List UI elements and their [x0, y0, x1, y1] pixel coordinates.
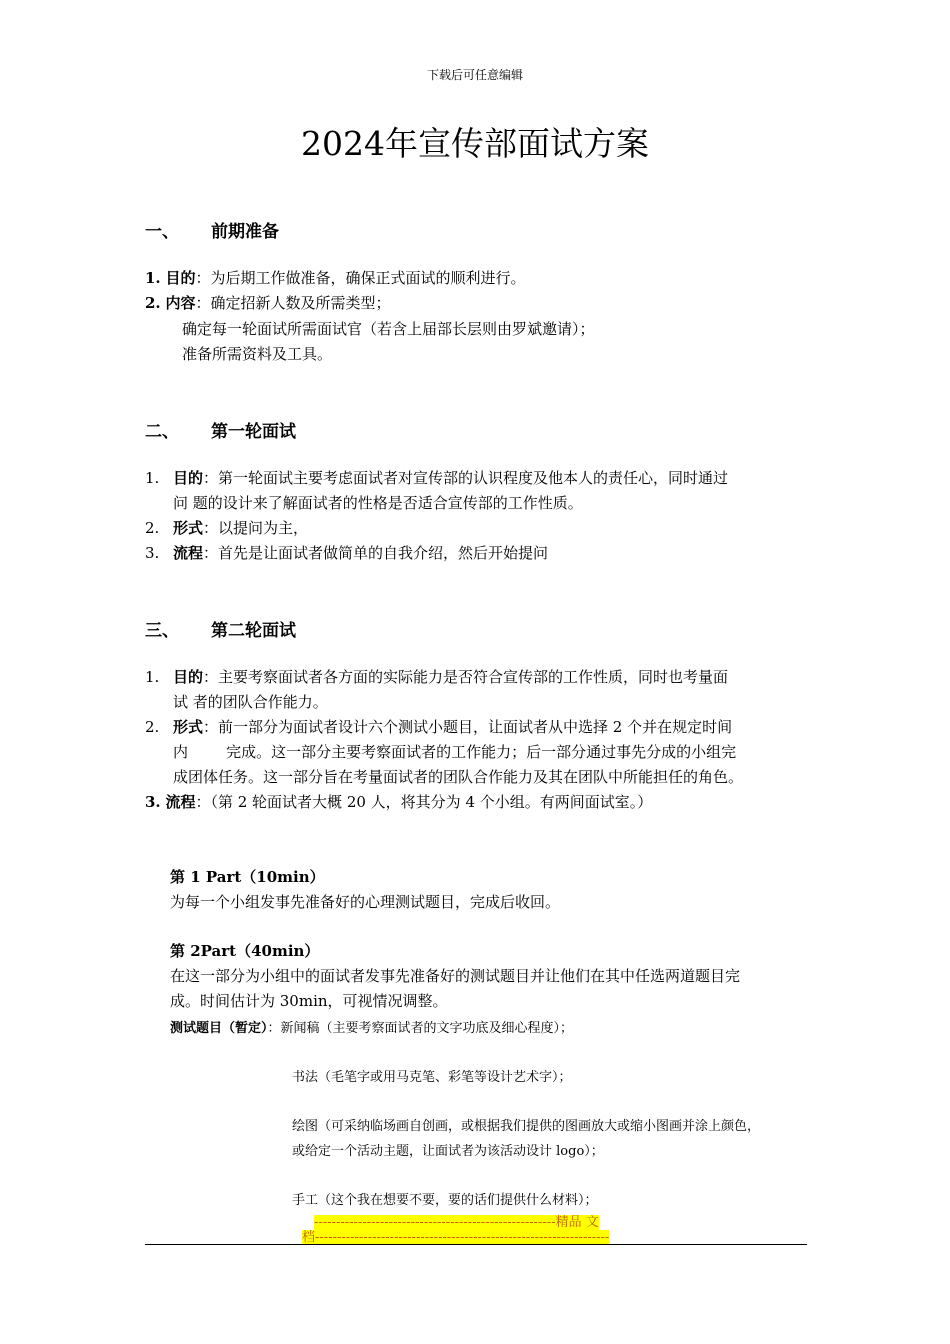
test-topics-line — [170, 1017, 573, 1036]
footer-watermark-line-2 — [302, 1226, 609, 1245]
item-label: 内容 — [165, 294, 196, 312]
section-title: 第二轮面试 — [211, 621, 296, 641]
part-2-heading — [170, 940, 319, 961]
item-text: ：第一轮面试主要考虑面试者对宣传部的认识程度及他本人的责任心，同时通过 — [203, 469, 729, 487]
section-2-heading — [145, 417, 296, 442]
s1-item-2 — [145, 292, 390, 313]
footer-watermark-text-2: 档------------------------------------------------------------------- — [302, 1230, 610, 1245]
item-label: 流程 — [173, 544, 204, 562]
part-2-text-2: 成。时间估计为 30min，可视情况调整。 — [170, 992, 448, 1010]
s3-item-2-cont-2: 成团体任务。这一部分旨在考量面试者的团队合作能力及其在团队中所能担任的角色。 — [173, 768, 744, 786]
item-number: 1. — [145, 668, 160, 686]
s3-item-1 — [145, 666, 728, 687]
item-label: 目的 — [165, 269, 196, 287]
s3-item-1-cont: 试 者的团队合作能力。 — [173, 693, 328, 711]
item-text: ：主要考察面试者各方面的实际能力是否符合宣传部的工作性质，同时也考量面 — [203, 668, 729, 686]
item-text: ：（第 2 轮面试者大概 20 人，将其分为 4 个小组。有两间面试室。） — [195, 793, 653, 811]
s1-item-1 — [145, 267, 525, 288]
part-1-heading — [170, 866, 325, 887]
item-number: 2. — [145, 294, 161, 312]
test-topics-label: 测试题目（暂定） — [170, 1021, 268, 1036]
item-number: 1. — [145, 469, 160, 487]
test-topic-3-line-1: 绘图（可采纳临场画自创画，或根据我们提供的图画放大或缩小图画并涂上颜色， — [292, 1119, 761, 1134]
test-topic-2: 书法（毛笔字或用马克笔、彩笔等设计艺术字）； — [292, 1070, 572, 1085]
item-label: 形式 — [173, 519, 204, 537]
item-label: 目的 — [173, 469, 204, 487]
item-label: 形式 — [173, 718, 204, 736]
section-title: 前期准备 — [211, 222, 279, 242]
footer-divider — [145, 1244, 807, 1245]
section-title: 第一轮面试 — [211, 422, 296, 442]
s2-item-2 — [145, 517, 308, 538]
section-number: 二、 — [145, 422, 179, 442]
page-header: 下载后可任意编辑 — [426, 68, 523, 82]
item-text: ：确定招新人数及所需类型； — [195, 294, 391, 312]
footer-watermark-text-1: -------------------------------------------------------精品 文 — [314, 1215, 599, 1230]
item-text: ：以提问为主， — [203, 519, 309, 537]
item-number: 1. — [145, 269, 161, 287]
section-1-heading — [145, 217, 279, 242]
item-number: 3. — [145, 793, 161, 811]
part-2-heading-text: 第 2Part（40min） — [170, 942, 320, 960]
s3-item-2-cont-1: 内 完成。这一部分主要考察面试者的工作能力；后一部分通过事先分成的小组完 — [173, 743, 737, 761]
section-number: 一、 — [145, 222, 179, 242]
s3-item-2 — [145, 716, 732, 737]
section-number: 三、 — [145, 621, 179, 641]
test-topic-3-line-2: 或给定一个活动主题，让面试者为该活动设计 logo）； — [292, 1144, 604, 1159]
s2-item-1 — [145, 467, 728, 488]
item-number: 2. — [145, 718, 160, 736]
s2-item-3 — [145, 542, 548, 563]
s1-item-2-line-3: 准备所需资料及工具。 — [182, 345, 333, 363]
part-1-heading-text: 第 1 Part（10min） — [170, 868, 325, 886]
item-text: ：前一部分为面试者设计六个测试小题目，让面试者从中选择 2 个并在规定时间 — [203, 718, 733, 736]
test-topic-1: ：新闻稿（主要考察面试者的文字功底及细心程度）； — [267, 1021, 574, 1036]
part-1-text: 为每一个小组发事先准备好的心理测试题目，完成后收回。 — [170, 893, 561, 911]
item-text: ：首先是让面试者做简单的自我介绍，然后开始提问 — [203, 544, 549, 562]
section-3-heading — [145, 616, 296, 641]
test-topic-4: 手工（这个我在想要不要，要的话们提供什么材料）； — [292, 1193, 598, 1208]
page-title: 2024年宣传部面试方案 — [301, 124, 649, 163]
item-number: 3. — [145, 544, 160, 562]
item-number: 2. — [145, 519, 160, 537]
s3-item-3 — [145, 791, 652, 812]
item-label: 流程 — [165, 793, 196, 811]
part-2-text-1: 在这一部分为小组中的面试者发事先准备好的测试题目并让他们在其中任选两道题目完 — [170, 967, 741, 985]
s2-item-1-cont: 问 题的设计来了解面试者的性格是否适合宣传部的工作性质。 — [173, 494, 583, 512]
item-text: ：为后期工作做准备，确保正式面试的顺利进行。 — [195, 269, 526, 287]
s1-item-2-line-2: 确定每一轮面试所需面试官（若含上届部长层则由罗斌邀请）； — [182, 320, 595, 338]
item-label: 目的 — [173, 668, 204, 686]
